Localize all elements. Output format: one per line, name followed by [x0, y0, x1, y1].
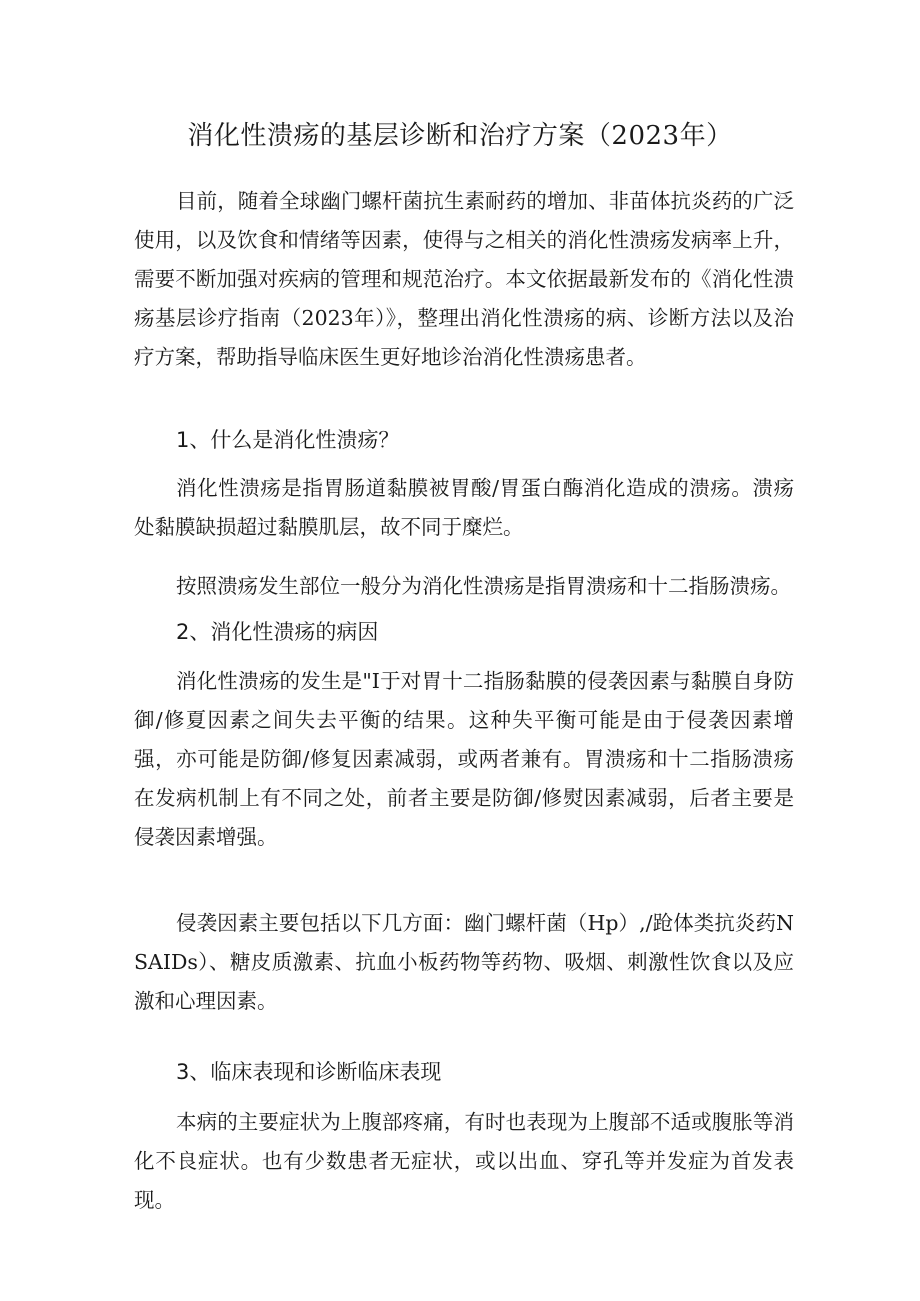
section-heading-cause: 2、消化性溃疡的病因 — [176, 620, 379, 644]
intro-paragraph: 目前，随着全球幽门螺杆菌抗生素耐药的增加、非苗体抗炎药的广泛使用，以及饮食和情绪等因素，使得与之相关的消化性溃疡发病率上升，需要不断加强对疾病的管理和规范治疗。本文依据最新发布的《消化性溃疡基层诊疗指南（2023年）》，整理出消化性溃疡的病、诊断方法以及治疗方案，帮助指导临床医生更好地诊治消化性溃疡患者。 — [134, 189, 794, 369]
symptoms-paragraph: 本病的主要症状为上腹部疼痛，有时也表现为上腹部不适或腹胀等消化不良症状。也有少数患者无症状，或以出血、穿孔等并发症为首发表现。 — [134, 1110, 794, 1212]
factors-paragraph: 侵袭因素主要包括以下几方面：幽门螺杆菌（Hp）,/跄体类抗炎药NSAIDs）、糖皮质激素、抗血小板药物等药物、吸烟、刺激性饮食以及应激和心理因素。 — [134, 911, 794, 1013]
section-heading-what-is: 1、什么是消化性溃疡？ — [176, 428, 400, 452]
cause-paragraph: 消化性溃疡的发生是"I于对胃十二指肠黏膜的侵袭因素与黏膜自身防御/修夏因素之间失去平衡的结果。这种失平衡可能是由于侵袭因素增强，亦可能是防御/修复因素减弱，或两者兼有。胃溃疡和十二指肠溃疡在发病机制上有不同之处，前者主要是防御/修熨因素减弱，后者主要是侵袭因素增强。 — [134, 669, 794, 849]
classification-paragraph: 按照溃疡发生部位一般分为消化性溃疡是指胃溃疡和十二指肠溃疡。 — [176, 574, 791, 598]
document-title: 消化性溃疡的基层诊断和治疗方案（2023年） — [187, 121, 733, 151]
section-heading-clinical: 3、临床表现和诊断临床表现 — [176, 1060, 442, 1084]
definition-paragraph: 消化性溃疡是指胃肠道黏膜被胃酸/胃蛋白酶消化造成的溃疡。溃疡处黏膜缺损超过黏膜肌层，故不同于糜烂。 — [134, 476, 794, 539]
